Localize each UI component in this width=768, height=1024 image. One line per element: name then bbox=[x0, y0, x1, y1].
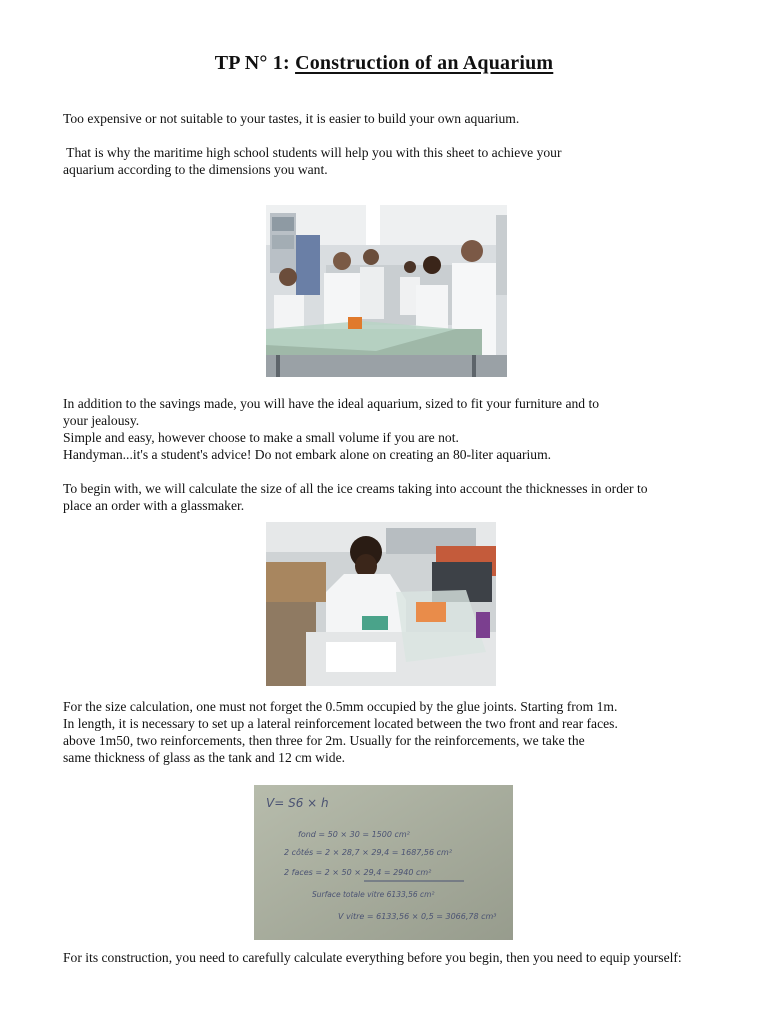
purpose-paragraph bbox=[63, 144, 713, 178]
text-line: For its construction, you need to carefully calculate everything before you begin, then you need to equip yourself: bbox=[63, 950, 682, 965]
whiteboard-line: 2 faces = 2 × 50 × 29,4 = 2940 cm² bbox=[284, 868, 432, 877]
whiteboard-line: V= S6 × h bbox=[266, 796, 329, 810]
text-line: Simple and easy, however choose to make a small volume if you are not. bbox=[63, 430, 459, 445]
text-line: same thickness of glass as the tank and 12 cm wide. bbox=[63, 750, 346, 765]
text-line: To begin with, we will calculate the size of all the ice creams taking into account the thicknesses in order to bbox=[63, 481, 648, 496]
intro-paragraph bbox=[63, 110, 713, 127]
whiteboard-line: Surface totale vitre 6133,56 cm² bbox=[312, 890, 435, 899]
savings-paragraph bbox=[63, 395, 713, 463]
title-underlined: Construction of an Aquarium bbox=[295, 52, 554, 74]
whiteboard-line: V vitre = 6133,56 × 0,5 = 3066,78 cm³ bbox=[338, 912, 497, 921]
whiteboard-line: 2 côtés = 2 × 28,7 × 29,4 = 1687,56 cm² bbox=[284, 848, 453, 857]
text-line: For the size calculation, one must not forget the 0.5mm occupied by the glue joints. Starting from 1m. bbox=[63, 699, 618, 714]
lab-students-photo bbox=[266, 205, 507, 377]
size-calculation-paragraph bbox=[63, 698, 713, 766]
title-prefix: TP N° 1: bbox=[214, 52, 296, 74]
construction-paragraph bbox=[63, 949, 743, 966]
text-line: That is why the maritime high school students will help you with this sheet to achieve your bbox=[63, 145, 562, 160]
text-line: In addition to the savings made, you will have the ideal aquarium, sized to fit your furniture and to bbox=[63, 396, 600, 411]
student-calculator-photo bbox=[266, 522, 496, 686]
text-line: aquarium according to the dimensions you want. bbox=[63, 162, 328, 177]
whiteboard-photo bbox=[254, 785, 513, 940]
text-line: place an order with a glassmaker. bbox=[63, 498, 245, 513]
text-line: Handyman...it's a student's advice! Do not embark alone on creating an 80-liter aquarium. bbox=[63, 447, 552, 462]
text-line: Too expensive or not suitable to your tastes, it is easier to build your own aquarium. bbox=[63, 111, 520, 126]
text-line: above 1m50, two reinforcements, then three for 2m. Usually for the reinforcements, we take the bbox=[63, 733, 585, 748]
text-line: your jealousy. bbox=[63, 413, 140, 428]
text-line: In length, it is necessary to set up a lateral reinforcement located between the two front and rear faces. bbox=[63, 716, 618, 731]
calculation-paragraph bbox=[63, 480, 713, 514]
whiteboard-line: fond = 50 × 30 = 1500 cm² bbox=[298, 830, 410, 839]
page-title bbox=[0, 52, 768, 75]
